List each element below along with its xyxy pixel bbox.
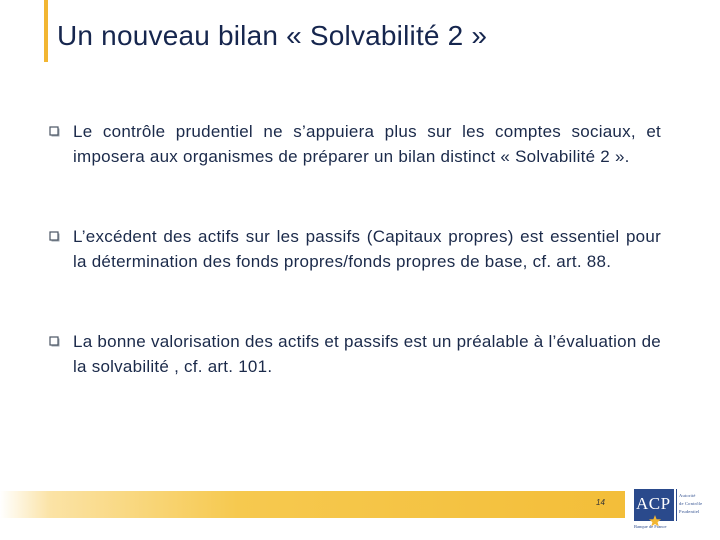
checkbox-square-icon <box>49 231 61 243</box>
bullet-item <box>49 120 661 169</box>
logo-divider <box>676 489 677 521</box>
logo-name-line2: de Contrôle <box>679 501 703 506</box>
slide-title: Un nouveau bilan « Solvabilité 2 » <box>57 20 488 51</box>
logo-name-line3: Prudentiel <box>679 509 700 514</box>
checkbox-square-icon <box>49 126 61 138</box>
acp-logo <box>634 489 714 531</box>
bullet-text: Le contrôle prudentiel ne s’appuiera plus sur les comptes sociaux, et imposera aux organismes de préparer un bilan distinct « Solvabilité 2 ». <box>73 122 661 166</box>
page-number: 14 <box>596 498 605 507</box>
bullet-text: L’excédent des actifs sur les passifs (Capitaux propres) est essentiel pour la détermination des fonds propres/fonds propres de base, cf. art. 88. <box>73 227 661 271</box>
bullet-item <box>49 330 661 379</box>
footer-band <box>0 491 625 518</box>
logo-bank-name: Banque de France <box>634 524 667 529</box>
title-accent-bar <box>44 0 48 62</box>
logo-name-line1: Autorité <box>679 493 696 498</box>
logo-acronym: ACP <box>636 494 671 513</box>
checkbox-square-icon <box>49 336 61 348</box>
bullet-item <box>49 225 661 274</box>
bullet-text: La bonne valorisation des actifs et passifs est un préalable à l’évaluation de la solvabilité , cf. art. 101. <box>73 332 661 376</box>
